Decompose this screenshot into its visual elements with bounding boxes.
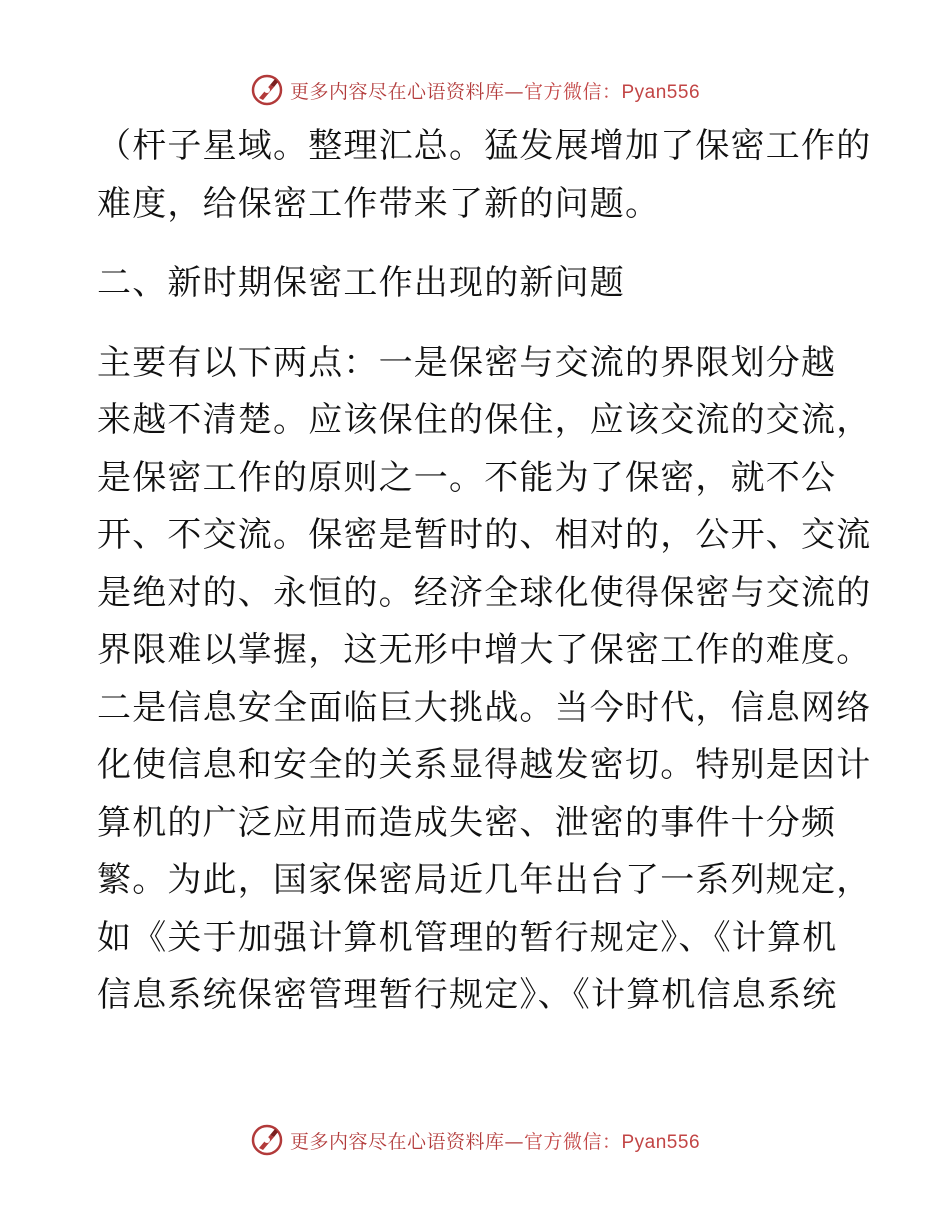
section-heading — [97, 255, 857, 313]
text-line: 二是信息安全面临巨大挑战。当今时代，信息网络 — [97, 687, 872, 728]
text-line: 化使信息和安全的关系显得越发密切。特别是因计 — [97, 745, 872, 785]
text-line: 开、不交流。保密是暂时的、相对的，公开、交流 — [97, 515, 872, 555]
text-line: （杆子星域。整理汇总。猛发展增加了保密工作的 — [97, 126, 872, 166]
footer-wechat-id: Pyan556 — [621, 1131, 701, 1153]
pen-logo-icon — [250, 1123, 284, 1157]
header-wechat-id: Pyan556 — [621, 81, 701, 103]
text-line: 是绝对的、永恒的。经济全球化使得保密与交流的 — [97, 572, 872, 613]
text-line: 难度，给保密工作带来了新的问题。 — [97, 183, 661, 224]
text-line: 如《关于加强计算机管理的暂行规定》、《计算机 — [97, 917, 838, 958]
footer-watermark-dash: — — [504, 1130, 524, 1153]
paragraph-main — [97, 335, 872, 1025]
document-body — [97, 118, 872, 1025]
text-line: 信息系统保密管理暂行规定》、《计算机信息系统 — [97, 975, 838, 1015]
header-watermark-text — [290, 77, 700, 104]
header-watermark-dash: — — [504, 80, 524, 103]
footer-watermark-main: 更多内容尽在心语资料库 — [289, 1130, 505, 1153]
text-line: 是保密工作的原则之一。不能为了保密，就不公 — [97, 457, 837, 498]
footer-wechat-label: 官方微信： — [523, 1130, 622, 1153]
text-line: 界限难以掌握，这无形中增大了保密工作的难度。 — [97, 630, 872, 670]
footer-watermark-text — [290, 1127, 700, 1154]
pen-logo-icon — [250, 73, 284, 107]
header-watermark-main: 更多内容尽在心语资料库 — [289, 80, 505, 103]
text-line: 来越不清楚。应该保住的保住，应该交流的交流， — [97, 400, 872, 440]
text-line: 繁。为此，国家保密局近几年出台了一系列规定， — [97, 860, 872, 900]
text-line: 算机的广泛应用而造成失密、泄密的事件十分频 — [97, 802, 837, 843]
header-watermark-banner — [0, 70, 950, 110]
heading-line: 二、新时期保密工作出现的新问题 — [97, 263, 625, 303]
paragraph-intro — [97, 118, 872, 233]
header-wechat-label: 官方微信： — [523, 80, 622, 103]
footer-watermark-banner — [0, 1120, 950, 1160]
text-line: 主要有以下两点：一是保密与交流的界限划分越 — [97, 342, 837, 383]
